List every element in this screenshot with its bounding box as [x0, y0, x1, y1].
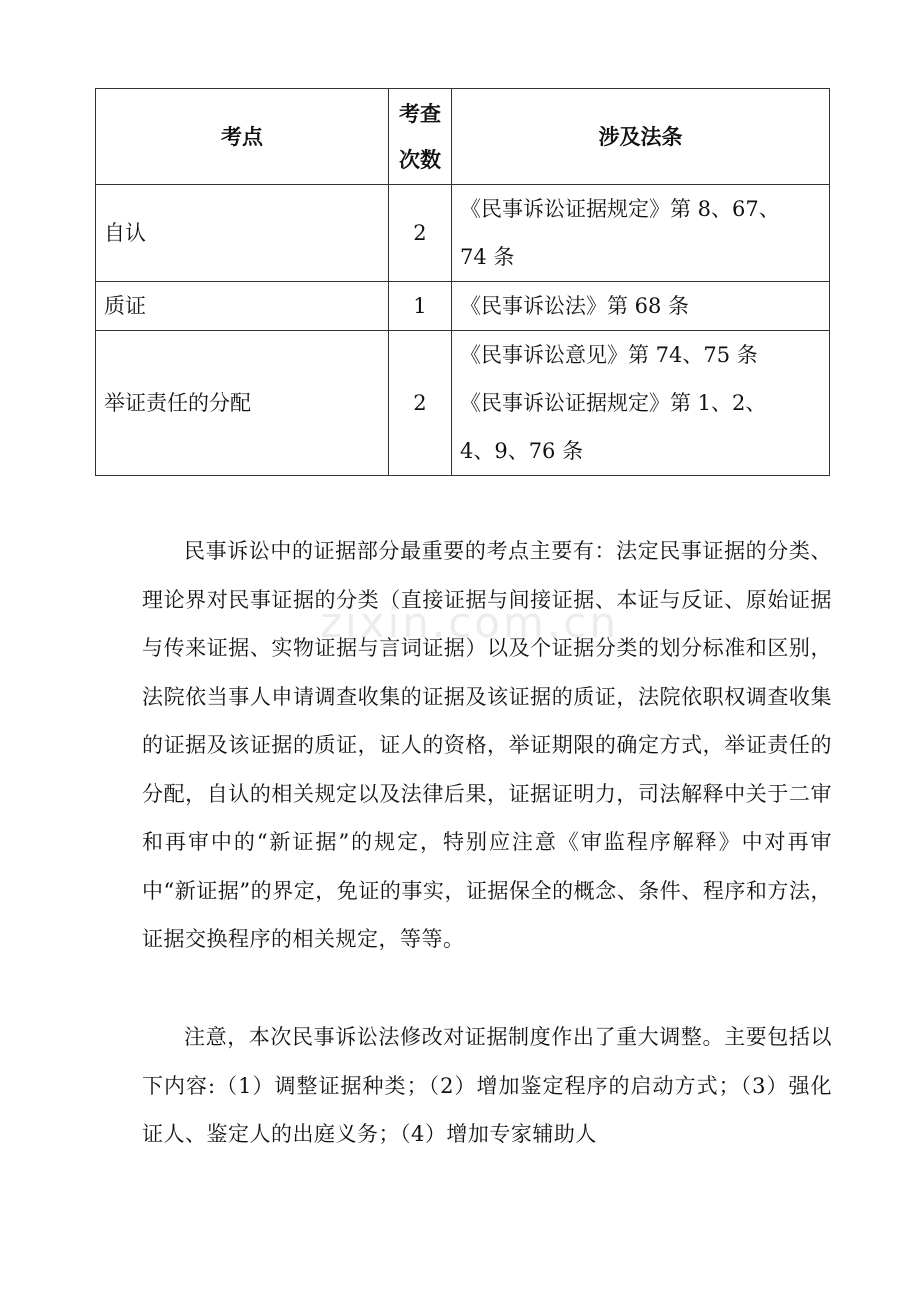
- header-topic: 考点: [96, 89, 389, 185]
- row-topic: 质证: [96, 282, 389, 331]
- law-line: 《民事诉讼意见》第 74、75 条: [459, 343, 758, 367]
- row-count: 1: [388, 282, 451, 331]
- row-topic: 自认: [96, 185, 389, 282]
- header-law: 涉及法条: [451, 89, 829, 185]
- table-row: [96, 185, 830, 282]
- header-count-line2: 次数: [398, 146, 441, 172]
- row-law: [451, 331, 829, 476]
- exam-points-table: [95, 88, 830, 476]
- body-paragraph: 注意，本次民事诉讼法修改对证据制度作出了重大调整。主要包括以下内容:（1）调整证据种类；（2）增加鉴定程序的启动方式；（3）强化证人、鉴定人的出庭义务；（4）增加专家辅助人: [142, 1025, 832, 1146]
- site-watermark: zixin.com.cn: [320, 598, 619, 647]
- law-line: 《民事诉讼证据规定》第 8、67、: [459, 197, 780, 221]
- table-row: [96, 282, 830, 331]
- law-line: 74 条: [459, 245, 515, 269]
- row-law: [451, 282, 829, 331]
- law-line: 《民事诉讼证据规定》第 1、2、: [459, 391, 767, 415]
- table-row: [96, 331, 830, 476]
- row-count: 2: [388, 185, 451, 282]
- body-paragraph: 民事诉讼中的证据部分最重要的考点主要有：法定民事证据的分类、理论界对民事证据的分类（直接证据与间接证据、本证与反证、原始证据与传来证据、实物证据与言词证据）以及个证据分类的划分标准和区别，法院依当事人申请调查收集的证据及该证据的质证，法院依职权调查收集的证据及该证据的质证，证人的资格，举证期限的确定方式，举证责任的分配，自认的相关规定以及法律后果，证据证明力，司法解释中关于二审和再审中的“新证据”的规定，特别应注意《审监程序解释》中对再审中“新证据”的界定，免证的事实，证据保全的概念、条件、程序和方法，证据交换程序的相关规定，等等。: [142, 539, 832, 951]
- law-line: 《民事诉讼法》第 68 条: [459, 294, 690, 318]
- row-count: 2: [388, 331, 451, 476]
- header-count: [388, 89, 451, 185]
- table-header-row: [96, 89, 830, 185]
- header-count-line1: 考查: [398, 100, 441, 126]
- row-law: [451, 185, 829, 282]
- law-line: 4、9、76 条: [459, 439, 584, 463]
- row-topic: 举证责任的分配: [96, 331, 389, 476]
